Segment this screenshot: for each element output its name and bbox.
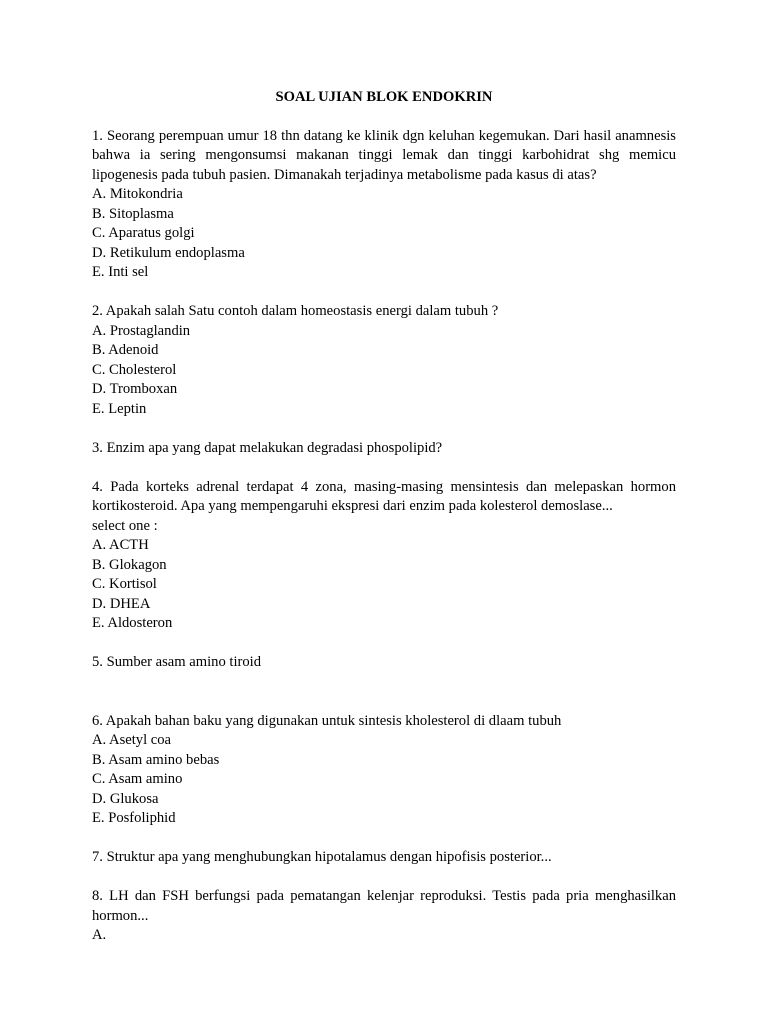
question-2-text: 2. Apakah salah Satu contoh dalam homeostasis energi dalam tubuh ? xyxy=(92,303,499,319)
question-7-text: 7. Struktur apa yang menghubungkan hipotalamus dengan hipofisis posterior... xyxy=(92,849,552,865)
option-c: C. Cholesterol xyxy=(92,361,177,378)
option-a: A. Prostaglandin xyxy=(92,322,191,339)
question-3 xyxy=(92,439,676,459)
option-a: A. Asetyl coa xyxy=(92,732,172,748)
option-e: E. Inti sel xyxy=(92,264,149,280)
question-4-text: 4. Pada korteks adrenal terdapat 4 zona, masing-masing mensintesis dan melepaskan hormon kortikosteroid. Apa yang mempengaruhi ekspresi dari enzim pada kolesterol demoslase... xyxy=(92,478,676,514)
option-a: A. Mitokondria xyxy=(92,186,183,202)
question-8-options xyxy=(92,926,676,946)
blank-spacer xyxy=(92,673,676,693)
option-d: D. Tromboxan xyxy=(92,381,178,397)
option-e: E. Posfoliphid xyxy=(92,810,176,826)
question-2 xyxy=(92,302,676,419)
option-b: B. Adenoid xyxy=(92,342,159,358)
question-3-text: 3. Enzim apa yang dapat melakukan degradasi phospolipid? xyxy=(92,439,443,456)
option-b: B. Sitoplasma xyxy=(92,205,174,222)
option-b: B. Glokagon xyxy=(92,556,167,573)
question-5-text: 5. Sumber asam amino tiroid xyxy=(92,654,262,670)
option-b: B. Asam amino bebas xyxy=(92,751,220,768)
question-6-options xyxy=(92,731,676,829)
question-4 xyxy=(92,478,676,634)
question-1-options xyxy=(92,185,676,283)
option-d: D. Retikulum endoplasma xyxy=(92,244,245,261)
question-7 xyxy=(92,848,676,868)
document-page xyxy=(92,88,676,965)
option-c: C. Aparatus golgi xyxy=(92,225,195,241)
question-5 xyxy=(92,653,676,692)
select-one-hint: select one : xyxy=(92,517,158,534)
question-6-text: 6. Apakah bahan baku yang digunakan untuk sintesis kholesterol di dlaam tubuh xyxy=(92,712,562,729)
option-c: C. Asam amino xyxy=(92,771,183,787)
page-title: SOAL UJIAN BLOK ENDOKRIN xyxy=(275,89,493,105)
question-6 xyxy=(92,712,676,829)
option-d: D. DHEA xyxy=(92,595,151,612)
question-2-options xyxy=(92,322,676,420)
question-4-options xyxy=(92,536,676,634)
question-8 xyxy=(92,887,676,946)
option-a: A. ACTH xyxy=(92,537,149,553)
option-e: E. Aldosteron xyxy=(92,615,173,631)
question-1-text: 1. Seorang perempuan umur 18 thn datang ke klinik dgn keluhan kegemukan. Dari hasil anamnesis bahwa ia sering mengonsumsi makanan tinggi lemak dan tinggi karbohidrat shg memicu lipogenesis pada tubuh pasien. Dimanakah terjadinya metabolisme pada kasus di atas? xyxy=(92,127,676,183)
option-d: D. Glukosa xyxy=(92,790,159,807)
option-e: E. Leptin xyxy=(92,400,147,417)
question-8-text: 8. LH dan FSH berfungsi pada pematangan kelenjar reproduksi. Testis pada pria menghasilkan hormon... xyxy=(92,888,676,924)
option-c: C. Kortisol xyxy=(92,576,157,592)
question-1 xyxy=(92,127,676,283)
option-a: A. xyxy=(92,927,107,943)
